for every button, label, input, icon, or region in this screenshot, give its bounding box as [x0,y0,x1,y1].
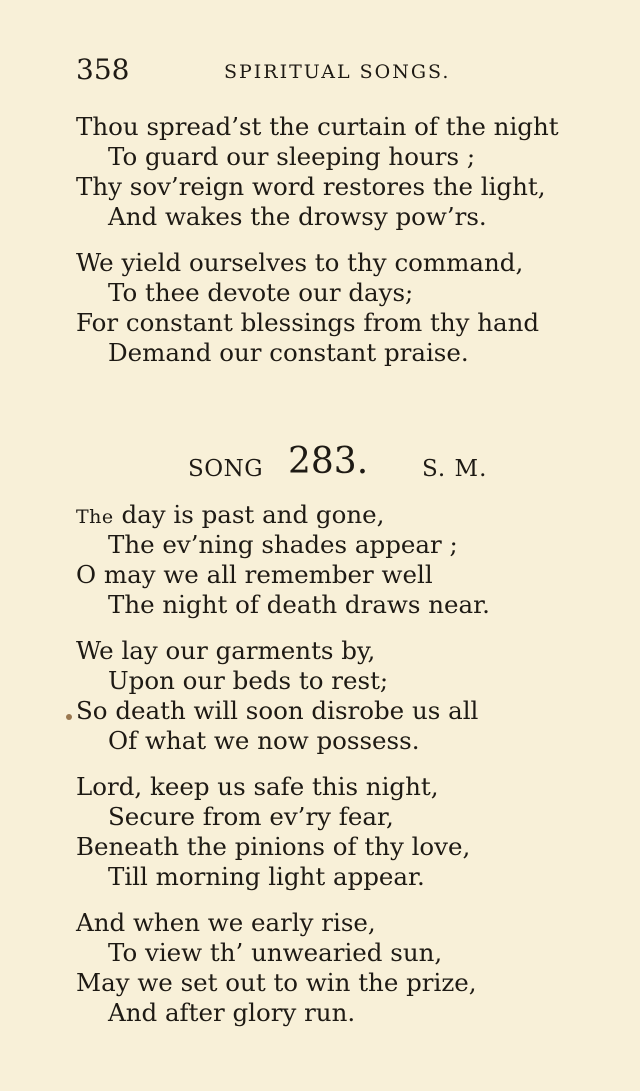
ink-spot [66,714,72,720]
verse-line: The night of death draws near. [108,590,490,619]
verse-line [76,500,384,532]
running-head [76,52,596,88]
verse-line: So death will soon disrobe us all [76,696,479,725]
verse-line: The ev’ning shades appear ; [108,530,458,559]
song-meter: S. M. [422,456,488,482]
verse-line: And when we early rise, [76,908,376,937]
verse-line: Of what we now possess. [108,726,420,755]
verse-line: May we set out to win the prize, [76,968,477,997]
verse-line: Lord, keep us safe this night, [76,772,439,801]
verse-line: To view th’ unwearied sun, [108,938,443,967]
verse-line: To guard our sleeping hours ; [108,142,476,171]
verse-line: Thy sov’reign word restores the light, [76,172,546,201]
verse-line: Beneath the pinions of thy love, [76,832,471,861]
verse-line: Thou spread’st the curtain of the night [76,112,559,141]
verse-line: And wakes the drowsy pow’rs. [108,202,487,231]
song-number: 283. [288,441,369,482]
verse-line: For constant blessings from thy hand [76,308,540,337]
verse-line: O may we all remember well [76,560,433,589]
verse-line: Secure from ev’ry fear, [108,802,394,831]
verse-line: Upon our beds to rest; [108,666,389,695]
verse-line-text: day is past and gone, [121,500,385,529]
page-number: 358 [76,53,130,86]
verse-line: Demand our constant praise. [108,338,469,367]
song-label: SONG [188,456,264,482]
running-title: SPIRITUAL SONGS. [224,61,451,83]
verse-line: To thee devote our days; [108,278,414,307]
first-word-small-caps: The [76,506,114,528]
verse-line: We yield ourselves to thy command, [76,248,524,277]
verse-line: Till morning light appear. [108,862,425,891]
verse-line: And after glory run. [108,998,356,1027]
verse-line: We lay our garments by, [76,636,376,665]
